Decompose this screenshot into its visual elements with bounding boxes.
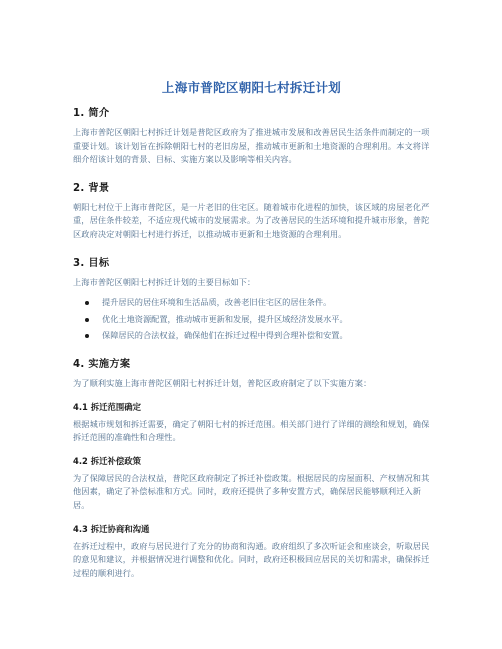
subsection-body-negotiation: 在拆迁过程中，政府与居民进行了充分的协商和沟通。政府组织了多次听证会和座谈会，听取居民的意见和建议，并根据情况进行调整和优化。同时，政府还积极回应居民的关切和需求，确保拆迁过程的顺利进行。 bbox=[73, 540, 430, 578]
section-heading-background: 2. 背景 bbox=[73, 182, 110, 194]
document-title: 上海市普陀区朝阳七村拆迁计划 bbox=[161, 80, 342, 95]
section-body-intro: 上海市普陀区朝阳七村拆迁计划是普陀区政府为了推进城市发展和改善居民生活条件而制定的一项重要计划。该计划旨在拆除朝阳七村的老旧房屋，推动城市更新和土地资源的合理利用。本文将详细介绍该计划的背景、目标、实施方案以及影响等相关内容。 bbox=[73, 127, 430, 165]
section-heading-intro: 1. 简介 bbox=[73, 108, 110, 119]
goals-list bbox=[73, 296, 430, 343]
list-item-text: 提升居民的居住环境和生活品质，改善老旧住宅区的居住条件。 bbox=[102, 297, 332, 308]
subsection-heading-compensation: 4.2 拆迁补偿政策 bbox=[73, 455, 142, 466]
bullet-icon bbox=[85, 318, 89, 322]
subsection-body-scope: 根据城市规划和拆迁需要，确定了朝阳七村的拆迁范围。相关部门进行了详细的测绘和规划，确保拆迁范围的准确性和合理性。 bbox=[73, 418, 430, 443]
section-body-goals: 上海市普陀区朝阳七村拆迁计划的主要目标如下： bbox=[73, 276, 256, 287]
list-item-text: 优化土地资源配置，推动城市更新和发展，提升区域经济发展水平。 bbox=[102, 313, 348, 324]
list-item bbox=[73, 329, 430, 343]
subsection-heading-scope: 4.1 拆迁范围确定 bbox=[73, 401, 142, 412]
subsection-body-compensation: 为了保障居民的合法权益，普陀区政府制定了拆迁补偿政策。根据居民的房屋面积、产权情况和其他因素，确定了补偿标准和方式。同时，政府还提供了多种安置方式，确保居民能够顺利迁入新居。 bbox=[73, 472, 430, 510]
section-heading-plan: 4. 实施方案 bbox=[73, 358, 131, 370]
subsection-heading-negotiation: 4.3 拆迁协商和沟通 bbox=[73, 523, 150, 534]
list-item bbox=[73, 296, 430, 310]
list-item bbox=[73, 313, 430, 327]
bullet-icon bbox=[85, 301, 89, 305]
section-body-plan: 为了顺利实施上海市普陀区朝阳七村拆迁计划，普陀区政府制定了以下实施方案： bbox=[73, 377, 372, 388]
section-body-background: 朝阳七村位于上海市普陀区，是一片老旧的住宅区。随着城市化进程的加快，该区域的房屋老化严重，居住条件较差，不适应现代城市的发展需求。为了改善居民的生活环境和提升城市形象，普陀区政府决定对朝阳七村进行拆迁，以推动城市更新和土地资源的合理利用。 bbox=[73, 201, 430, 239]
list-item-text: 保障居民的合法权益，确保他们在拆迁过程中得到合理补偿和安置。 bbox=[102, 330, 348, 341]
bullet-icon bbox=[85, 334, 89, 338]
section-heading-goals: 3. 目标 bbox=[73, 257, 110, 269]
